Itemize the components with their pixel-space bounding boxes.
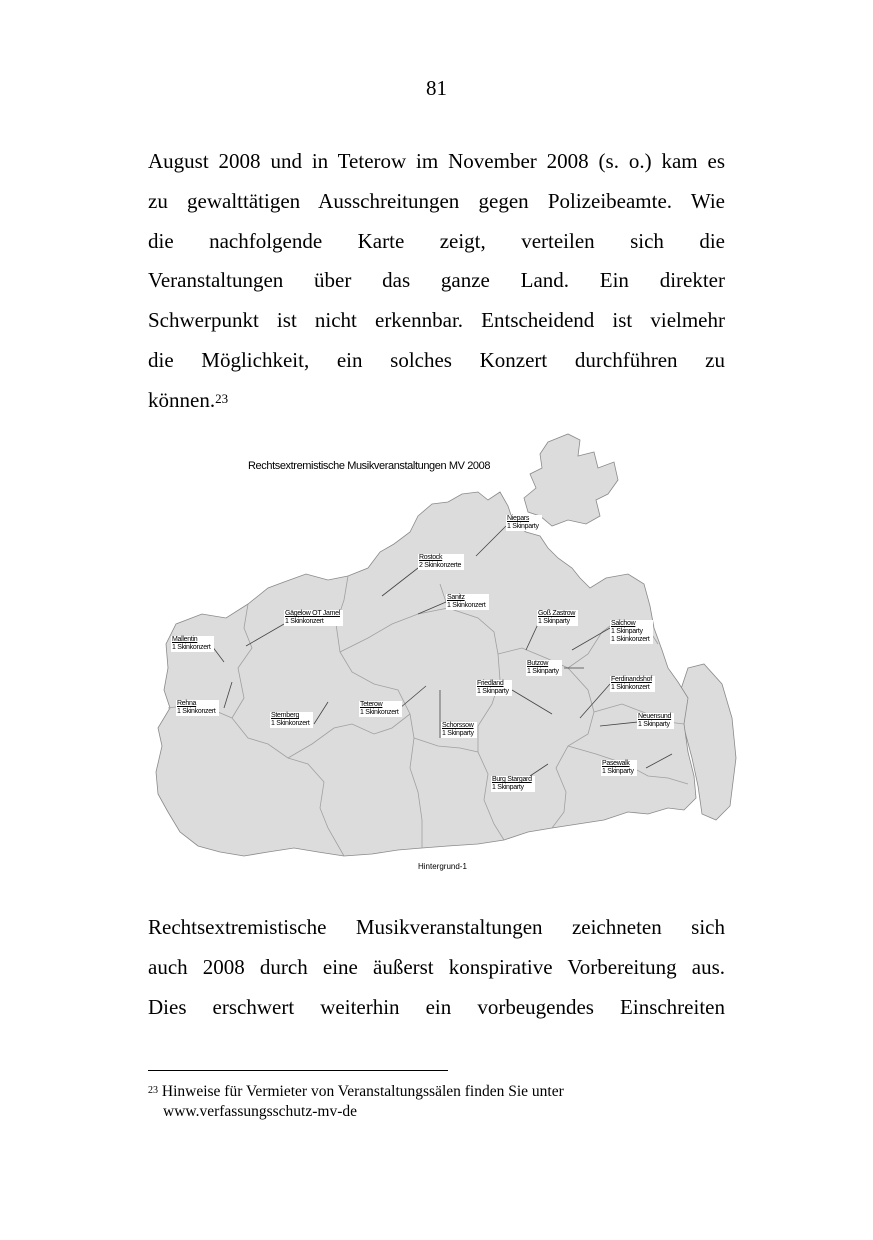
footnote-reference[interactable]: 23 (215, 390, 229, 406)
map-label: Neuensund 1 Skinparty (637, 713, 674, 729)
map-label: Rehna 1 Skinkonzert (176, 700, 219, 716)
footnote (148, 1082, 748, 1122)
map-label: Gägelow OT Jamel 1 Skinkonzert (284, 610, 343, 626)
paragraph-line: Schwerpunkt ist nicht erkennbar. Entscheidend ist vielmehr (148, 308, 725, 333)
map-label: Niepars 1 Skinparty (506, 515, 542, 531)
map-label: Sternberg 1 Skinkonzert (270, 712, 313, 728)
map-label: Burg Stargard 1 Skinparty (491, 776, 535, 792)
map-label: Sanitz 1 Skinkonzert (446, 594, 489, 610)
map-label: Butzow 1 Skinparty (526, 660, 562, 676)
map-label: Mallentin 1 Skinkonzert (171, 636, 214, 652)
map-label: Goß Zastrow 1 Skinparty (537, 610, 578, 626)
map-title: Rechtsextremistische Musikveranstaltungen MV 2008 (248, 460, 491, 472)
map-label: Friedland 1 Skinparty (476, 680, 512, 696)
paragraph-line: Rechtsextremistische Musikveranstaltungen zeichneten sich (148, 915, 725, 939)
footnote-number: 23 (148, 1085, 158, 1096)
footnote-text: Hinweise für Vermieter von Veranstaltungssälen finden Sie unter (161, 1083, 564, 1100)
map-caption: Hintergrund-1 (418, 862, 467, 871)
map-label: Salchow 1 Skinparty 1 Skinkonzert (610, 620, 653, 644)
paragraph-text: können. (148, 387, 216, 412)
map-figure (148, 428, 738, 878)
map-label: Schorssow 1 Skinparty (441, 722, 477, 738)
paragraph-line: die Möglichkeit, ein solches Konzert durchführen zu (148, 347, 725, 372)
paragraph-line: die nachfolgende Karte zeigt, verteilen sich die (148, 228, 725, 253)
page-number: 81 (426, 76, 447, 100)
map-label: Rostock 2 Skinkonzerte (418, 554, 464, 570)
paragraph-2 (148, 908, 725, 1027)
map-label: Ferdinandshof 1 Skinkonzert (610, 676, 655, 692)
footnote-url[interactable]: www.verfassungsschutz-mv-de (163, 1103, 357, 1120)
map-label: Teterow 1 Skinkonzert (359, 701, 402, 717)
paragraph-line-last (148, 381, 725, 421)
paragraph-line: Dies erschwert weiterhin ein vorbeugendes Einschreiten (148, 994, 725, 1019)
map-label: Pasewalk 1 Skinparty (601, 760, 637, 776)
paragraph-line: Veranstaltungen über das ganze Land. Ein direkter (148, 268, 725, 293)
state-outline (156, 434, 736, 856)
paragraph-1 (148, 142, 725, 421)
paragraph-line: auch 2008 durch eine äußerst konspirative Vorbereitung aus. (148, 954, 725, 979)
footnote-separator (148, 1070, 448, 1071)
paragraph-line: zu gewalttätigen Ausschreitungen gegen Polizeibeamte. Wie (148, 188, 725, 213)
map-svg (148, 428, 738, 878)
paragraph-line: August 2008 und in Teterow im November 2008 (s. o.) kam es (148, 149, 725, 173)
